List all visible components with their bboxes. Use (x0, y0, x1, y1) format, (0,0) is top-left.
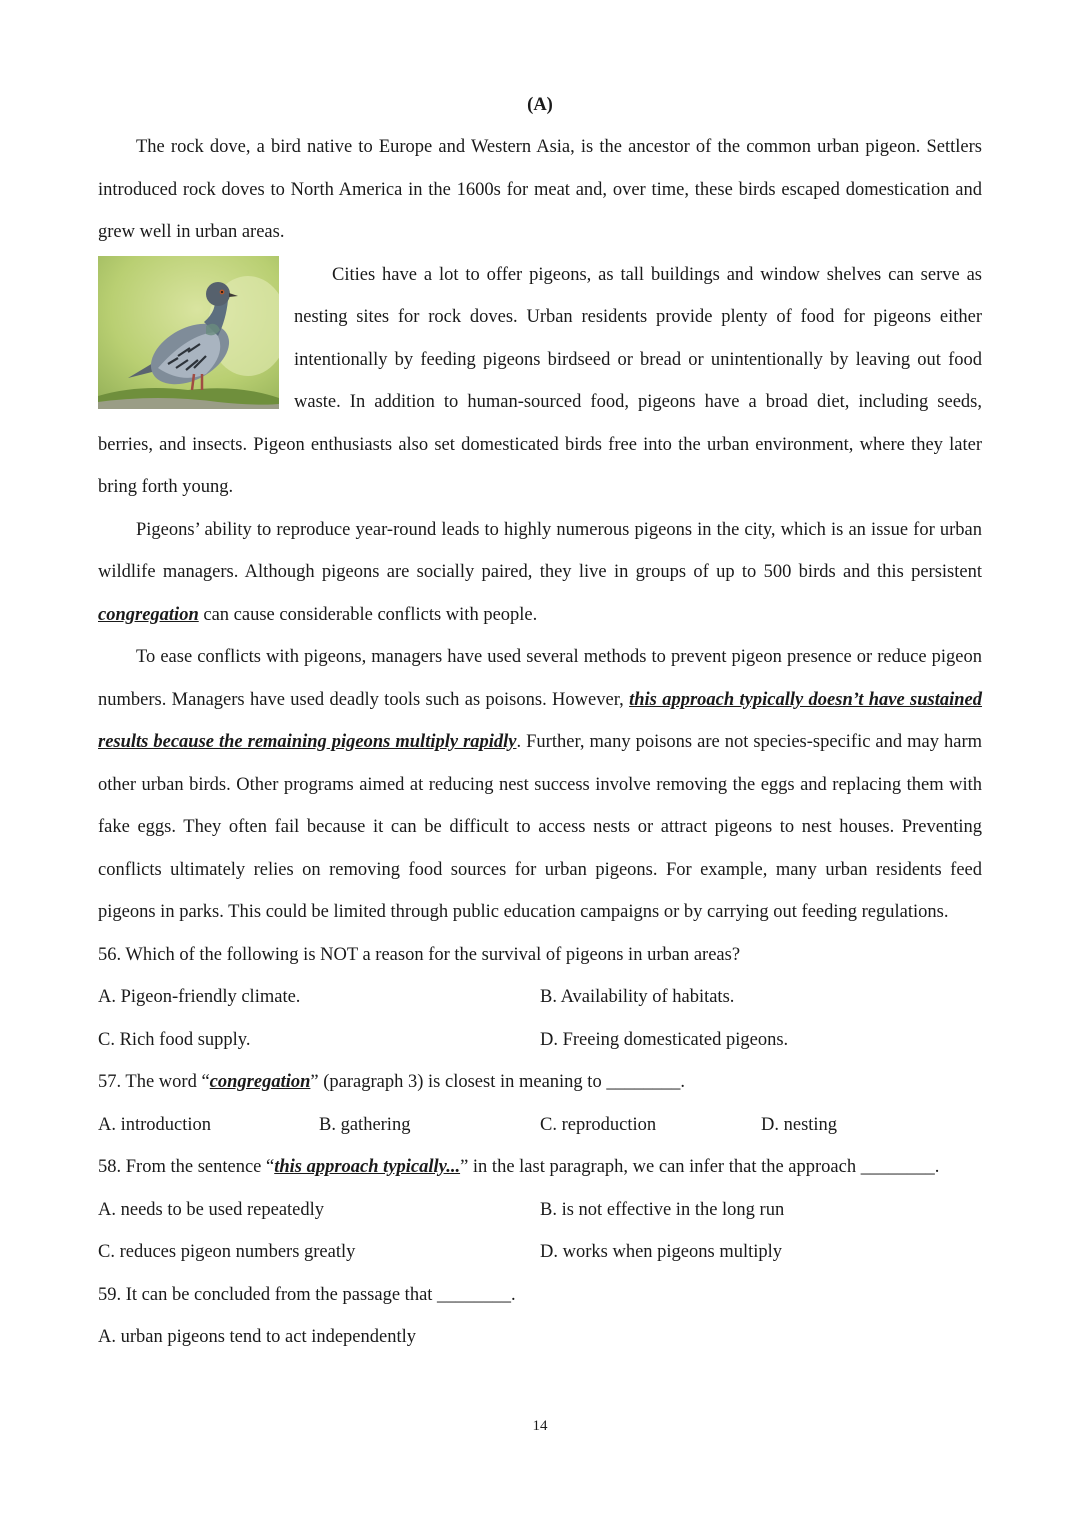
paragraph-2-block (98, 254, 982, 509)
q58-blank: ________ (860, 1157, 935, 1177)
q57-keyword: congregation (209, 1072, 311, 1092)
paragraph-3-text-end: can cause considerable conflicts with people. (198, 604, 538, 625)
q58-text-end: ” in the last paragraph, we can infer that the approach (460, 1157, 861, 1177)
option-58-d: D. works when pigeons multiply (540, 1242, 783, 1262)
paragraph-1: The rock dove, a bird native to Europe and Western Asia, is the ancestor of the common urban pigeon. Settlers introduced rock doves to North America in the 1600s for meat and, over time, these birds escaped domestication and grew well in urban areas. (98, 137, 982, 242)
page-number: 14 (532, 1418, 548, 1434)
paragraph-3-text: Pigeons’ ability to reproduce year-round leads to highly numerous pigeons in the city, which is an issue for urban wildlife managers. Although pigeons are socially paired, they live in groups of up to 500 birds and this persistent (98, 519, 982, 582)
option-56-c: C. Rich food supply. (98, 1029, 251, 1050)
keyword-congregation: congregation (98, 604, 199, 625)
paragraph-4-text-end: . Further, many poisons are not species-specific and may harm other urban birds. Other programs aimed at reducing nest success involve removing the eggs and replacing them with fake eggs. They often fail because it can be difficult to access nests or attract pigeons to nest houses. Preventing conflicts ultimately relies on removing food sources for urban pigeons. For example, many urban residents feed pigeons in parks. This could be limited through public education campaigns or by carrying out feeding regulations. (98, 732, 983, 922)
option-58-c: C. reduces pigeon numbers greatly (98, 1242, 356, 1262)
question-56-options-row-2 (98, 1019, 982, 1062)
option-56-b: B. Availability of habitats. (540, 987, 735, 1007)
option-58-b: B. is not effective in the long run (540, 1199, 785, 1220)
question-56-options-row-1 (98, 976, 982, 1019)
paragraph-2: Cities have a lot to offer pigeons, as tall buildings and window shelves can serve as nesting sites for rock doves. Urban residents provide plenty of food for pigeons either intentionally by feeding pigeons birdseed or bread or unintentionally by leaving out food waste. In addition to human-sourced food, pigeons have a broad diet, including seeds, berries, and insects. Pigeon enthusiasts also set domesticated birds free into the urban environment, where they later bring forth young. (98, 264, 982, 497)
q58-period: . (934, 1157, 940, 1177)
question-59-stem (98, 1274, 982, 1317)
question-58-stem (98, 1146, 982, 1189)
q58-text: 58. From the sentence “ (98, 1157, 275, 1177)
option-57-b: B. gathering (319, 1114, 411, 1135)
q59-period: . (511, 1284, 516, 1305)
exam-page (98, 84, 982, 1359)
paragraph-4-text: To ease conflicts with pigeons, managers have used several methods to prevent pigeon presence or reduce pigeon numbers. Managers have used deadly tools such as poisons. However, (98, 647, 982, 710)
option-57-a: A. introduction (98, 1114, 212, 1135)
q57-text-end: ” (paragraph 3) is closest in meaning to (310, 1072, 607, 1092)
option-57-c: C. reproduction (540, 1114, 657, 1135)
option-58-a: A. needs to be used repeatedly (98, 1199, 325, 1220)
pigeon-photo (98, 256, 279, 409)
pigeon-icon (98, 256, 279, 409)
paragraph-4 (98, 636, 982, 934)
question-57-stem (98, 1061, 982, 1104)
q58-keyword: this approach typically... (274, 1157, 461, 1177)
option-56-d: D. Freeing domesticated pigeons. (540, 1029, 789, 1050)
question-58-options-row-1 (98, 1189, 982, 1232)
question-57-options (98, 1104, 982, 1147)
q57-text: 57. The word “ (98, 1072, 210, 1092)
question-56-stem: 56. Which of the following is NOT a reason for the survival of pigeons in urban areas? (98, 944, 741, 965)
keyword-approach-sentence: this approach typically doesn’t have sustained results because the remaining pigeons multiply rapidly (98, 689, 983, 752)
q59-text: 59. It can be concluded from the passage that (98, 1284, 438, 1305)
option-59-a: A. urban pigeons tend to act independently (98, 1327, 417, 1347)
option-56-a: A. Pigeon-friendly climate. (98, 987, 301, 1007)
option-57-d: D. nesting (761, 1114, 838, 1135)
question-58-options-row-2 (98, 1231, 982, 1274)
paragraph-3 (98, 509, 982, 637)
q59-blank: ________ (437, 1284, 512, 1305)
q57-blank: ________ (606, 1072, 681, 1092)
q57-period: . (680, 1072, 685, 1092)
section-title: (A) (527, 95, 553, 115)
